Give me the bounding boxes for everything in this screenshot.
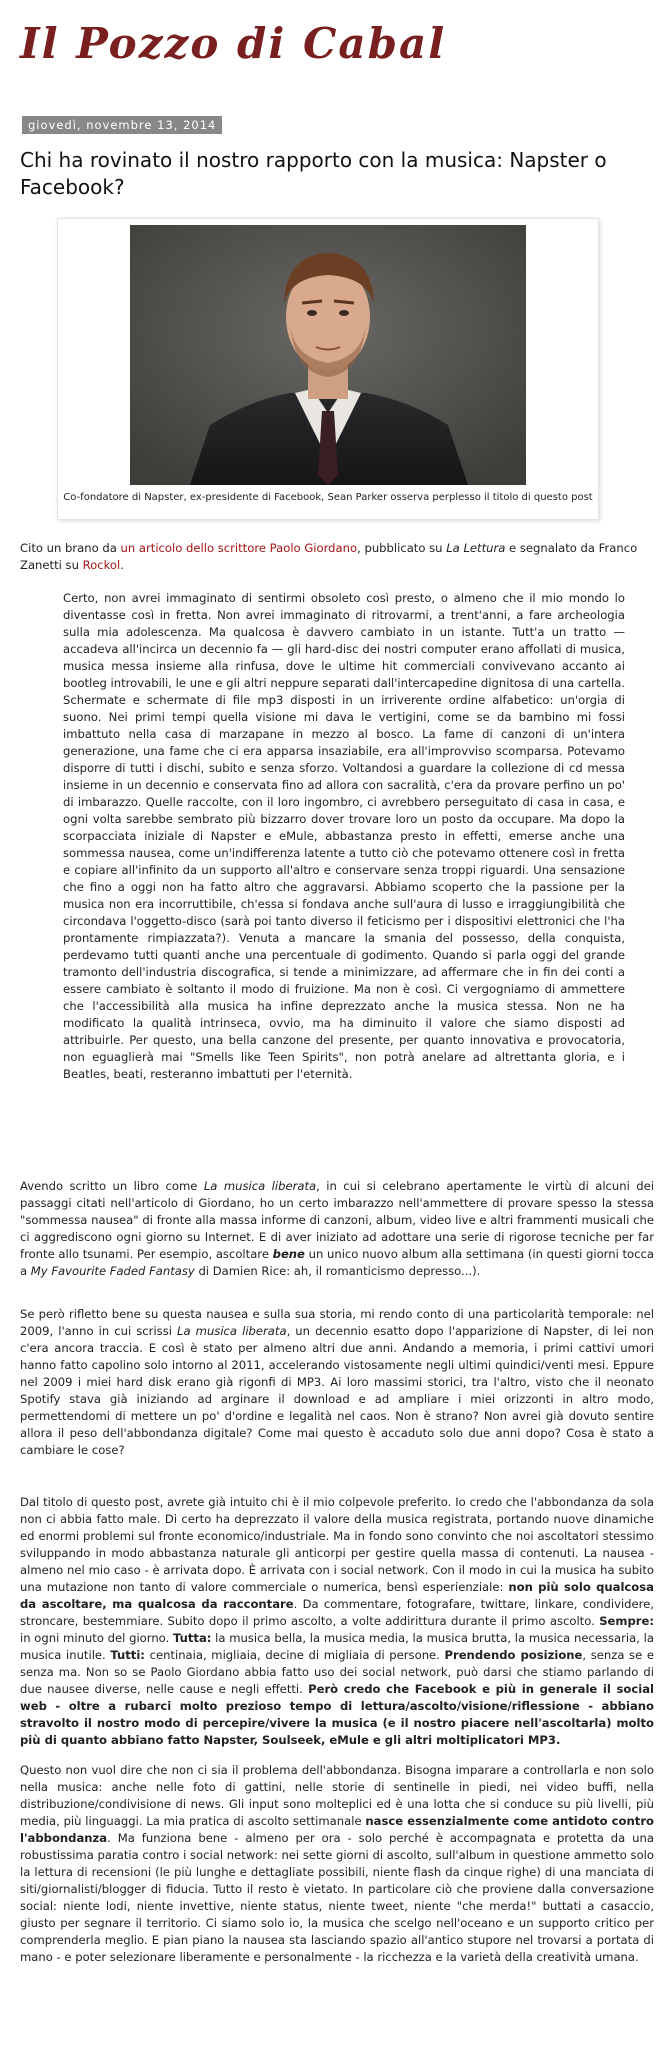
para-text: Questo non vuol dire che non ci sia il problema dell'abbondanza. Bisogna imparare a controllarla e non solo nella musica: anche nelle foto di gattini, nelle storie di sentinelle in piedi, nei video buffi, nella distribuzione/condivisione di news. Gli input sono molteplici ed è una lotta che si conduce su più livelli, più media, più linguaggi. La mia pratica di ascolto settimanale <box>20 1763 654 1828</box>
para-text: Avendo scritto un libro come <box>20 1179 204 1193</box>
book-title: La musica liberata <box>177 1324 287 1338</box>
post-title[interactable]: Chi ha rovinato il nostro rapporto con la musica: Napster o Facebook? <box>20 148 607 199</box>
para-text: un unico nuovo album alla settimana (in questi giorni tocca a <box>20 1247 654 1278</box>
para-text: centinaia, migliaia, decine di migliaia di persone. <box>144 1648 445 1662</box>
bold-text: Tutti: <box>110 1648 145 1662</box>
para-text: in ogni minuto del giorno. <box>20 1631 173 1645</box>
para-text: Dal titolo di questo post, avrete già intuito chi è il mio colpevole preferito. Io credo che l'abbondanza da sola non ci abbia fatto male. Di certo ha deprezzato il valore della musica registrata, portando nuove dinamiche ed enormi problemi sul fronte economico/industriale. Ma in fondo sono convinto che noi ascoltatori stessimo sviluppando in modo abbastanza naturale gli anticorpi per gestire quella massa di contenuti. La nausea - almeno nel mio caso - è arrivata dopo. È arrivata con i social network. Con il modo in cui la musica ha subito una mutazione non tanto di valore commerciale o numerica, bensì esperienziale: <box>20 1495 654 1594</box>
para-text: di Damien Rice: ah, il romanticismo depresso...). <box>194 1264 481 1278</box>
para-text: Se però rifletto bene su questa nausea e sulla sua storia, mi rendo conto di una particolarità temporale: nel 2009, l'anno in cui scrissi <box>20 1307 654 1338</box>
book-title: La musica liberata <box>203 1179 317 1193</box>
bold-text: Sempre: <box>599 1614 654 1628</box>
album-title: My Favourite Faded Fantasy <box>30 1264 195 1278</box>
figure-caption: Co-fondatore di Napster, ex-presidente di Facebook, Sean Parker osserva perplesso il titolo di questo post <box>63 492 593 503</box>
para-text: . Da commentare, fotografare, twittare, linkare, condividere, stroncare, bestemmiare. Subito dopo il primo ascolto, a volte addirittura durante il primo ascolto. <box>20 1597 654 1628</box>
paragraph-4 <box>20 1762 654 1966</box>
post-date: giovedì, novembre 13, 2014 <box>22 116 222 134</box>
intro-paragraph <box>20 540 650 574</box>
para-text: , in cui si celebrano apertamente le virtù di alcuni dei passaggi citati nell'articolo di Giordano, ho un certo imbarazzo nell'ammettere di provare spesso la stessa "sommessa nausea" di fronte alla massa informe di canzoni, album, video live e altri frammenti musicali che ci aggrediscono ogni giorno su Internet. E di aver iniziato ad adottare una serie di rigorose tecniche per far fronte allo tsunami. Per esempio, ascoltare <box>20 1179 655 1261</box>
paragraph-3 <box>20 1494 654 1749</box>
emphasis: bene <box>272 1247 305 1261</box>
rockol-link[interactable]: Rockol <box>82 558 121 572</box>
intro-text: Cito un brano da <box>20 541 121 555</box>
paragraph-2 <box>20 1306 654 1459</box>
intro-text: e segnalato da Franco Zanetti su <box>20 541 638 572</box>
paragraph-1 <box>20 1178 654 1280</box>
portrait-image <box>130 225 526 485</box>
intro-text: . <box>120 558 124 572</box>
portrait-photo[interactable] <box>130 225 526 485</box>
intro-text: , pubblicato su <box>357 541 447 555</box>
para-text: la musica bella, la musica media, la musica brutta, la musica necessaria, la musica inutile. <box>20 1631 654 1662</box>
bold-text: non più solo qualcosa da ascoltare, ma qualcosa da raccontare <box>20 1580 654 1611</box>
para-text: , senza se e senza ma. Non so se Paolo Giordano abbia fatto uso dei social network, può darsi che stiamo parlando di due nausee diverse, nelle cause e negli effetti. <box>20 1648 654 1696</box>
para-text: . Ma funziona bene - almeno per ora - solo perché è accompagnata e protetta da una robustissima paratia contro i social network: nei sette giorni di ascolto, sull'album in questione ammetto solo la lettura di recensioni (le più lunghe e dettagliate possibili, niente flash da cinque righe) di una manciata di siti/giornalisti/blogger di fiducia. Tutto il resto è vietato. In particolare ciò che proviene dalla conversazione social: niente lodi, niente invettive, niente status, niente tweet, niente "che merda!" buttati a casaccio, giusto per segnare il territorio. Ci siamo solo io, la musica che scelgo nell'oceano e un supporto critico per comprenderla meglio. E pian piano la nausea sta lasciando spazio all'antico stupore nel trovarsi a portata di mano - e poter selezionare liberamente e personalmente - la ricchezza e la varietà della creatività umana. <box>20 1831 654 1964</box>
bold-text: nasce essenzialmente come antidoto contro l'abbondanza <box>20 1814 654 1845</box>
article-link[interactable]: un articolo dello scrittore Paolo Giordano <box>120 541 358 555</box>
bold-text: Però credo che Facebook e più in generale il social web - oltre a rubarci molto prezioso tempo di lettura/ascolto/visione/riflessione - abbiano stravolto il nostro modo di percepire/vivere la musica (e il nostro piacere nell'ascoltarla) molto più di quanto abbiano fatto Napster, Soulseek, eMule e gli altri moltiplicatori MP3. <box>20 1682 654 1747</box>
quoted-passage: Certo, non avrei immaginato di sentirmi obsoleto così presto, o almeno che il mio mondo lo diventasse così in fretta. Non avrei immaginato di ritrovarmi, a trent'anni, a fare archeologia sulla mia adolescenza. Ma qualcosa è davvero cambiato in un istante. Tutt'a un tratto — accadeva all'incirca un decennio fa — gli hard-disc dei nostri computer erano affollati di musica, musica messa insieme alla rinfusa, dove le ultime hit commerciali convivevano accanto ai bootleg introvabili, le une e gli altri neppure separati dall'intercapedine dignitosa di una cartella. Schermate e schermate di file mp3 disposti in un irriverente ordine alfabetico: un'orgia di suono. Nei primi tempi quella visione mi dava le vertigini, come se da bambino mi fossi imbattuto nella casa di marzapane in mezzo al bosco. La fame di canzoni di un'intera generazione, una fame che ci era apparsa insaziabile, era all'improvviso scomparsa. Potevamo disporre di tutti i dischi, subito e senza sforzo. Voltandosi a guardare la collezione di cd messa insieme in un decennio e conservata fino ad allora con sacralità, c'era da provare perfino un po' di imbarazzo. Quelle raccolte, con il loro ingombro, ci avrebbero perseguitato di casa in casa, e ogni volta sarebbe sembrato più bizzarro dover trovare loro un posto da occupare. Ma dopo la scorpacciata iniziale di Napster e eMule, abbastanza presto in effetti, emerse anche una sommessa nausea, come un'indifferenza latente a tutto ciò che potevamo ottenere così in fretta e copiare all'infinito da un supporto all'altro e conservare senza troppi riguardi. Una sensazione che fino a oggi non ha fatto altro che aggravarsi. Abbiamo scoperto che la passione per la musica non era incorruttibile, ch'essa si fondava anche sull'aura di lusso e irraggiungibilità che circondava l'oggetto-disco (sarà poi tanto diverso il feticismo per i dispositivi elettronici che l'ha prontamente rimpiazzata?). Venuta a mancare la smania del possesso, della conquista, perdevamo tutti quanti anche una percentuale di godimento. Quando si parla oggi del grande tramonto dell'industria discografica, si tende a minimizzare, ad affermare che in fin dei conti a essere cambiato è soltanto il modo di fruizione. Ma non è così. Ci vergogniamo di ammettere che l'accessibilità alla musica ha infine deprezzato anche la musica stessa. Non ne ha modificato la qualità intrinseca, ovvio, ma ha diminuito il valore che siamo disposti ad attribuirle. Per questo, una bella canzone del presente, per quanto innovativa e provocatoria, non eguaglierà mai "Smells like Teen Spirits", non potrà anelare ad altrettanta gloria, e i Beatles, beati, resteranno imbattuti per l'eternità. <box>63 591 625 1081</box>
la-lettura-title: La Lettura <box>446 541 506 555</box>
bold-text: Prendendo posizione <box>444 1648 583 1662</box>
post-figure <box>57 218 599 520</box>
blog-title[interactable]: Il Pozzo di Cabal <box>20 19 447 68</box>
bold-text: Tutta: <box>173 1631 212 1645</box>
para-text: , un decennio esatto dopo l'apparizione di Napster, di lei non c'era ancora traccia. E così è stato per almeno altri due anni. Andando a memoria, i primi cattivi umori hanno fatto capolino solo intorno al 2011, accelerando vistosamente negli ultimi quindici/venti mesi. Eppure nel 2009 i miei hard disk erano già rigonfi di MP3. Ai loro massimi storici, tra l'altro, visto che il neonato Spotify stava già iniziando ad arginare il download e ad ampliare i miei orizzonti in altro modo, permettendomi di mettere un po' d'ordine e legalità nel caos. Non è strano? Non avrei già dovuto sentire allora il peso dell'abbondanza digitale? Come mai questo è accaduto solo due anni dopo? Cosa è stato a cambiare le cose? <box>20 1324 654 1457</box>
